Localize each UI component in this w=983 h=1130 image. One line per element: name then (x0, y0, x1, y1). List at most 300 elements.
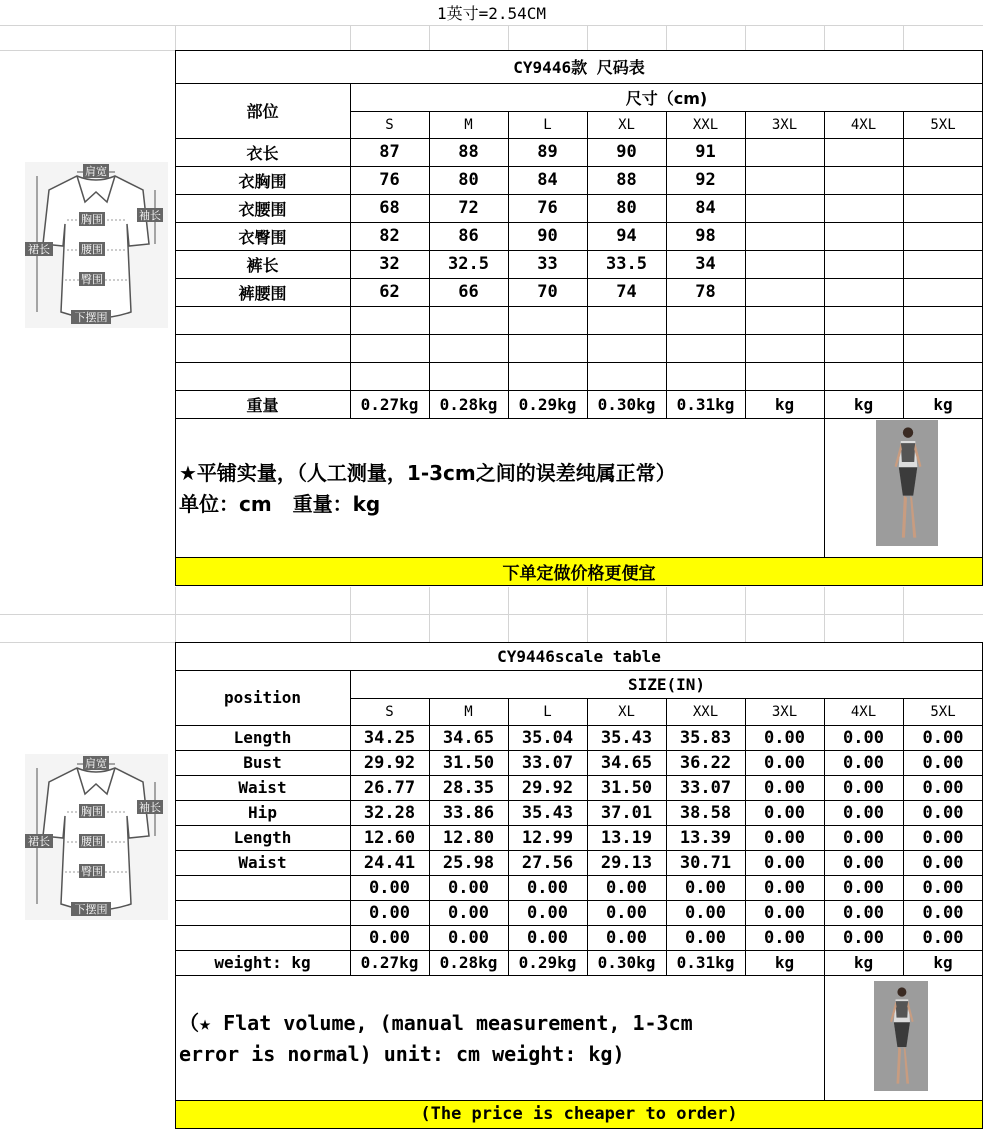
grid-line (508, 614, 509, 642)
en-row-value: 0.00 (922, 777, 964, 798)
cn-size-xl: XL (618, 116, 635, 133)
en-row-label: Hip (248, 803, 277, 822)
en-row-label (175, 875, 350, 900)
border-line (175, 1128, 983, 1129)
en-row-value: 24.41 (363, 852, 416, 873)
grid-line (824, 25, 825, 50)
grid-line (745, 25, 746, 50)
en-row-value: 0.00 (843, 852, 884, 873)
en-row-value: 29.13 (600, 852, 653, 873)
cn-size-m: M (464, 116, 473, 133)
cn-row-value (903, 250, 983, 278)
cn-row-value: 34 (695, 254, 716, 274)
cn-weight-value: 0.29kg (518, 394, 577, 414)
border-line (175, 166, 983, 167)
border-line (175, 138, 983, 139)
model-silhouette-icon (876, 420, 938, 546)
cn-weight-value: kg (774, 394, 795, 414)
cn-row-value: 94 (616, 226, 637, 246)
en-row-value: 27.56 (521, 852, 574, 873)
en-row-value: 35.04 (521, 727, 574, 748)
border-line (175, 900, 983, 901)
en-weight-value: 0.30kg (597, 953, 656, 972)
cn-row-value: 86 (458, 226, 479, 246)
model-silhouette-icon (874, 981, 928, 1091)
cn-diagram-label-hip: 臀围 (81, 273, 103, 286)
border-line (175, 306, 983, 307)
grid-line (903, 614, 904, 642)
cn-row-value (824, 334, 903, 362)
cn-row-value: 80 (458, 170, 479, 190)
cn-row-value: 84 (695, 198, 716, 218)
en-size-m: M (464, 703, 473, 720)
en-weight-value: kg (853, 953, 874, 972)
cn-row-value (745, 334, 824, 362)
cn-row-value: 87 (379, 142, 400, 162)
cn-row-value (508, 362, 587, 390)
en-row-value: 33.07 (521, 752, 574, 773)
cn-row-value (666, 362, 745, 390)
cn-row-value (745, 194, 824, 222)
en-row-value: 0.00 (369, 927, 410, 948)
cn-row-label: 裤长 (246, 255, 279, 275)
border-line (175, 222, 983, 223)
en-row-value: 34.65 (600, 752, 653, 773)
en-row-label: Waist (238, 778, 287, 797)
border-line (745, 698, 746, 976)
cn-row-label: 衣腰围 (238, 199, 287, 219)
en-row-label: Bust (243, 753, 282, 772)
grid-line (429, 25, 430, 50)
cn-size-4xl: 4XL (850, 116, 877, 133)
cn-row-value (350, 334, 429, 362)
grid-line (745, 587, 746, 614)
cn-row-value (903, 166, 983, 194)
cn-weight-value: 0.30kg (597, 394, 656, 414)
en-row-value: 0.00 (843, 802, 884, 823)
cn-row-value: 84 (537, 170, 558, 190)
cn-row-value (745, 166, 824, 194)
cn-row-value (824, 222, 903, 250)
en-row-value: 0.00 (369, 902, 410, 923)
en-weight-value: 0.29kg (518, 953, 577, 972)
border-line (175, 362, 983, 363)
en-row-value: 0.00 (527, 877, 568, 898)
en-diagram-label-hem: 下摆围 (74, 903, 108, 916)
cn-row-value (508, 334, 587, 362)
grid-line (0, 642, 175, 643)
en-model-photo (874, 981, 928, 1091)
grid-line (0, 25, 983, 26)
cn-row-value (903, 138, 983, 166)
en-weight-label: weight: kg (214, 953, 311, 972)
border-line (175, 725, 983, 726)
cn-row-value (824, 250, 903, 278)
en-row-value: 0.00 (922, 877, 964, 898)
en-row-value: 0.00 (448, 927, 489, 948)
en-size-xxl: XXL (692, 703, 719, 720)
cn-row-value (824, 194, 903, 222)
cn-row-value (587, 334, 666, 362)
cn-row-label: 衣胸围 (238, 171, 287, 191)
cn-row-value (824, 306, 903, 334)
en-row-value: 0.00 (369, 877, 410, 898)
page-title: 1英寸=2.54CM (436, 4, 547, 23)
en-row-value: 31.50 (600, 777, 653, 798)
en-row-value: 35.43 (600, 727, 653, 748)
grid-line (824, 614, 825, 642)
cn-row-value: 74 (616, 282, 637, 302)
grid-line (745, 614, 746, 642)
en-row-value: 0.00 (764, 752, 805, 773)
cn-weight-label: 重量 (246, 395, 279, 415)
cn-diagram-label-hem: 下摆围 (74, 311, 108, 324)
en-row-value: 13.39 (679, 827, 732, 848)
cn-row-value: 76 (537, 198, 558, 218)
en-row-value: 29.92 (363, 752, 416, 773)
en-row-value: 34.65 (442, 727, 495, 748)
grid-line (666, 587, 667, 614)
cn-row-label: 裤腰围 (238, 283, 287, 303)
en-row-value: 35.43 (521, 802, 574, 823)
en-weight-value: 0.28kg (439, 953, 498, 972)
en-weight-value: kg (933, 953, 953, 972)
border-line (508, 698, 509, 976)
en-weight-value: 0.31kg (676, 953, 735, 972)
en-row-label: Length (233, 728, 292, 747)
cn-row-value (350, 306, 429, 334)
en-row-value: 26.77 (363, 777, 416, 798)
en-row-value: 0.00 (685, 877, 726, 898)
cn-row-value: 62 (379, 282, 400, 302)
cn-diagram-label-sleeve: 袖长 (139, 209, 161, 222)
cn-row-value (903, 194, 983, 222)
border-line (175, 950, 983, 951)
cn-row-value: 33.5 (606, 254, 647, 274)
cn-row-value: 72 (458, 198, 479, 218)
cn-row-value: 88 (458, 142, 479, 162)
border-line (175, 194, 983, 195)
en-row-value: 0.00 (448, 902, 489, 923)
en-size-s: S (385, 703, 394, 720)
cn-row-value (824, 138, 903, 166)
border-line (587, 111, 588, 419)
en-row-value: 0.00 (764, 777, 805, 798)
cn-row-value (745, 278, 824, 306)
border-line (175, 925, 983, 926)
border-line (175, 50, 983, 51)
en-row-value: 12.60 (363, 827, 416, 848)
cn-row-label: 衣臀围 (238, 227, 287, 247)
cn-row-value: 76 (379, 170, 400, 190)
en-diagram-label-sleeve: 袖长 (139, 801, 161, 814)
en-row-value: 0.00 (764, 927, 805, 948)
en-row-value: 30.71 (679, 852, 732, 873)
border-line (903, 698, 904, 976)
grid-line (0, 614, 983, 615)
border-line (175, 418, 983, 419)
border-line (175, 250, 983, 251)
en-row-value: 0.00 (922, 727, 964, 748)
cn-row-value: 32 (379, 254, 400, 274)
en-size-5xl: 5XL (930, 703, 956, 720)
border-line (429, 111, 430, 419)
grid-line (175, 25, 176, 50)
cn-row-value: 89 (537, 142, 558, 162)
en-row-value: 36.22 (679, 752, 732, 773)
border-line (175, 800, 983, 801)
en-size-4xl: 4XL (850, 703, 877, 720)
en-row-value: 0.00 (843, 777, 884, 798)
cn-note-line-2: 单位：cm 重量：kg (179, 492, 381, 516)
en-row-value: 0.00 (843, 752, 884, 773)
border-line (175, 670, 983, 671)
en-row-value: 0.00 (922, 752, 964, 773)
cn-row-value (587, 306, 666, 334)
cn-diagram-label-shoulder: 肩宽 (85, 165, 107, 178)
en-row-value: 0.00 (843, 877, 884, 898)
en-diagram-label-waist: 腰围 (81, 835, 103, 848)
en-row-value: 0.00 (764, 802, 805, 823)
en-part-header: position (223, 688, 302, 707)
en-note-line-1: （★ Flat volume, (manual measurement, 1-3cm (179, 1011, 693, 1035)
grid-line (587, 587, 588, 614)
en-size-xl: XL (618, 703, 635, 720)
cn-row-label (175, 362, 350, 390)
border-line (175, 1100, 983, 1101)
cn-row-value: 82 (379, 226, 400, 246)
grid-line (0, 50, 175, 51)
cn-weight-value: 0.27kg (360, 394, 419, 414)
en-row-value: 0.00 (922, 802, 964, 823)
cn-row-value (745, 138, 824, 166)
grid-line (903, 25, 904, 50)
en-row-value: 33.07 (679, 777, 732, 798)
border-line (903, 111, 904, 419)
cn-table-title: CY9446款 尺码表 (513, 58, 645, 77)
en-row-value: 0.00 (843, 902, 884, 923)
grid-line (175, 587, 176, 614)
cn-row-value: 90 (616, 142, 637, 162)
en-row-value: 28.35 (442, 777, 495, 798)
cn-row-value (429, 306, 508, 334)
grid-line (350, 614, 351, 642)
cn-size-5xl: 5XL (930, 116, 956, 133)
grid-line (429, 614, 430, 642)
border-line (175, 557, 983, 558)
en-row-value: 0.00 (843, 827, 884, 848)
en-row-label (175, 900, 350, 925)
cn-footer-banner: 下单定做价格更便宜 (175, 557, 983, 585)
cn-diagram-label-waist: 腰围 (81, 243, 103, 256)
cn-row-value (666, 334, 745, 362)
cn-row-value (903, 278, 983, 306)
cn-row-value: 32.5 (448, 254, 489, 274)
border-line (666, 698, 667, 976)
cn-weight-value: 0.28kg (439, 394, 498, 414)
border-line (175, 850, 983, 851)
en-row-value: 0.00 (764, 852, 805, 873)
border-line (350, 670, 351, 976)
en-row-value: 13.19 (600, 827, 653, 848)
en-row-value: 0.00 (764, 827, 805, 848)
en-row-value: 0.00 (527, 902, 568, 923)
grid-line (508, 587, 509, 614)
cn-row-value: 92 (695, 170, 716, 190)
cn-row-value (587, 362, 666, 390)
grid-line (824, 587, 825, 614)
cn-row-value (903, 306, 983, 334)
cn-note-line-1: ★平铺实量，（人工测量，1-3cm之间的误差纯属正常） (179, 461, 676, 485)
border-line (175, 975, 983, 976)
en-row-value: 0.00 (685, 927, 726, 948)
cn-row-value (824, 278, 903, 306)
cn-row-value (903, 222, 983, 250)
en-row-value: 38.58 (679, 802, 732, 823)
border-line (587, 698, 588, 976)
cn-size-s: S (385, 116, 394, 133)
cn-size-xxl: XXL (692, 116, 719, 133)
cn-row-value (666, 306, 745, 334)
cn-row-value: 68 (379, 198, 400, 218)
grid-line (508, 25, 509, 50)
cn-row-value: 33 (537, 254, 558, 274)
en-row-value: 0.00 (606, 927, 647, 948)
grid-line (175, 614, 176, 642)
border-line (824, 975, 825, 1101)
en-diagram-label-hip: 臀围 (81, 865, 103, 878)
en-weight-value: 0.27kg (360, 953, 419, 972)
border-line (175, 875, 983, 876)
en-diagram-label-shoulder: 肩宽 (85, 757, 107, 770)
border-line (745, 111, 746, 419)
en-row-label: Length (233, 828, 292, 847)
cn-size-l: L (543, 116, 552, 133)
border-line (508, 111, 509, 419)
border-line (175, 50, 176, 586)
border-line (175, 642, 176, 1129)
en-footer-banner: (The price is cheaper to order) (175, 1100, 983, 1128)
grid-line (350, 25, 351, 50)
cn-row-value (903, 334, 983, 362)
en-row-value: 0.00 (922, 827, 964, 848)
border-line (824, 418, 825, 558)
en-row-value: 0.00 (764, 727, 805, 748)
cn-weight-value: kg (933, 394, 953, 414)
en-row-value: 0.00 (922, 927, 964, 948)
en-size-3xl: 3XL (771, 703, 798, 720)
cn-weight-value: 0.31kg (676, 394, 735, 414)
grid-line (587, 25, 588, 50)
en-row-value: 37.01 (600, 802, 653, 823)
border-line (175, 585, 983, 586)
en-row-value: 0.00 (843, 727, 884, 748)
cn-row-value: 66 (458, 282, 479, 302)
border-line (175, 83, 983, 84)
en-row-label (175, 925, 350, 950)
en-row-value: 29.92 (521, 777, 574, 798)
cn-row-value: 88 (616, 170, 637, 190)
en-row-value: 0.00 (922, 852, 964, 873)
cn-part-header: 部位 (246, 102, 279, 121)
grid-line (903, 587, 904, 614)
cn-row-value (350, 362, 429, 390)
cn-row-value: 91 (695, 142, 716, 162)
border-line (350, 83, 351, 419)
cn-row-value (429, 362, 508, 390)
grid-line (350, 587, 351, 614)
en-row-value: 35.83 (679, 727, 732, 748)
cn-row-value: 78 (695, 282, 716, 302)
border-line (429, 698, 430, 976)
en-row-value: 25.98 (442, 852, 495, 873)
border-line (666, 111, 667, 419)
cn-row-value (745, 362, 824, 390)
cn-row-value: 90 (537, 226, 558, 246)
en-row-label: Waist (238, 853, 287, 872)
en-row-value: 12.80 (442, 827, 495, 848)
cn-diagram-label-length: 裙长 (28, 243, 50, 256)
en-size-header: SIZE(IN) (627, 674, 706, 694)
en-row-value: 32.28 (363, 802, 416, 823)
cn-model-photo (876, 420, 938, 546)
cn-row-value: 70 (537, 282, 558, 302)
border-line (824, 698, 825, 976)
cn-row-value (745, 250, 824, 278)
en-row-value: 0.00 (843, 927, 884, 948)
border-line (175, 750, 983, 751)
cn-size-header: 尺寸（cm) (625, 88, 708, 108)
en-weight-value: kg (774, 953, 795, 972)
en-row-value: 0.00 (606, 877, 647, 898)
en-diagram-label-length: 裙长 (28, 835, 50, 848)
cn-row-value (745, 222, 824, 250)
en-diagram-label-chest: 胸围 (81, 805, 103, 818)
en-note-line-2: error is normal) unit: cm weight: kg) (179, 1042, 625, 1066)
en-row-value: 0.00 (764, 902, 805, 923)
border-line (175, 334, 983, 335)
en-row-value: 0.00 (685, 902, 726, 923)
en-row-value: 12.99 (521, 827, 574, 848)
grid-line (429, 587, 430, 614)
cn-row-value (824, 362, 903, 390)
border-line (175, 825, 983, 826)
en-row-value: 33.86 (442, 802, 495, 823)
cn-row-value: 80 (616, 198, 637, 218)
en-row-value: 0.00 (764, 877, 805, 898)
cn-diagram-label-chest: 胸围 (81, 213, 103, 226)
en-row-value: 31.50 (442, 752, 495, 773)
border-line (824, 111, 825, 419)
grid-line (587, 614, 588, 642)
en-row-value: 0.00 (922, 902, 964, 923)
grid-line (666, 25, 667, 50)
en-row-value: 34.25 (363, 727, 416, 748)
cn-row-value (745, 306, 824, 334)
cn-row-label (175, 306, 350, 334)
en-table-title: CY9446scale table (497, 646, 661, 666)
cn-size-3xl: 3XL (771, 116, 798, 133)
border-line (175, 775, 983, 776)
cn-row-value (903, 362, 983, 390)
en-row-value: 0.00 (606, 902, 647, 923)
en-row-value: 0.00 (448, 877, 489, 898)
cn-row-value (429, 334, 508, 362)
cn-row-value (824, 166, 903, 194)
border-line (175, 278, 983, 279)
border-line (175, 390, 983, 391)
grid-line (666, 614, 667, 642)
